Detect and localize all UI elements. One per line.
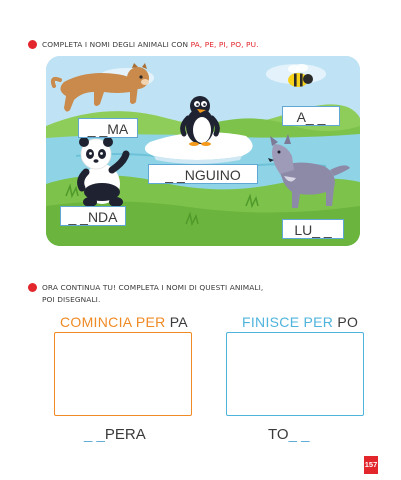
label-puma[interactable]: _ _MA: [78, 118, 138, 138]
instruction-1-text: COMPLETA I NOMI DEGLI ANIMALI CON: [42, 40, 191, 49]
instruction-2-line-2: POI DISEGNALI.: [42, 295, 101, 304]
bullet-icon: [28, 283, 37, 292]
left-answer: [84, 426, 146, 443]
left-column-title-text: COMINCIA PER: [60, 314, 170, 330]
right-column-syllable: PO: [337, 314, 359, 330]
instruction-2-line-1: ORA CONTINUA TU! COMPLETA I NOMI DI QUESTI ANIMALI,: [42, 283, 264, 292]
label-panda[interactable]: _ _NDA: [60, 206, 126, 226]
right-answer-prefix: TO: [268, 426, 289, 443]
right-column-title-text: FINISCE PER: [242, 314, 338, 330]
right-answer: [268, 426, 309, 443]
left-answer-word: PERA: [104, 426, 146, 443]
right-drawing-box[interactable]: [226, 332, 364, 416]
instruction-1: [42, 40, 259, 50]
instruction-1-syllables: PA, PE, PI, PO, PU.: [190, 40, 259, 49]
page-number: 157: [364, 456, 378, 474]
label-pinguino[interactable]: _ _NGUINO: [148, 164, 258, 184]
label-ape[interactable]: A_ _: [282, 106, 340, 126]
right-answer-blank[interactable]: _ _: [288, 426, 310, 443]
right-column-title: [242, 314, 358, 330]
animal-scene: [46, 56, 360, 246]
left-column-title: [60, 314, 188, 330]
bullet-icon: [28, 40, 37, 49]
left-answer-blank[interactable]: _ _: [84, 426, 105, 443]
left-column-syllable: PA: [169, 314, 188, 330]
label-lupo[interactable]: LU_ _: [282, 219, 344, 239]
left-drawing-box[interactable]: [54, 332, 192, 416]
